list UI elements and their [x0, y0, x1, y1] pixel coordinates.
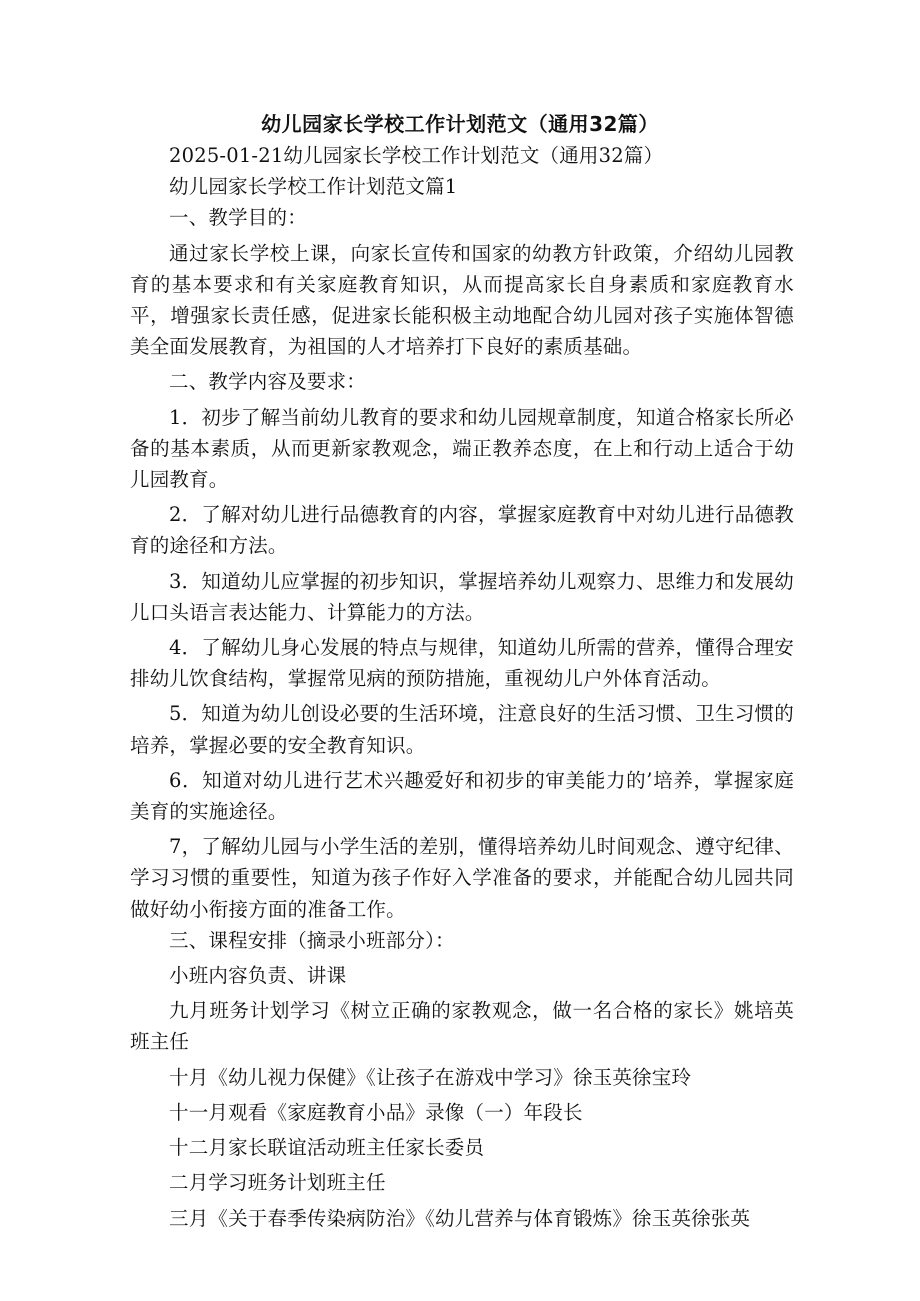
schedule-item-september: 九月班务计划学习《树立正确的家教观念，做一名合格的家长》姚培英班主任 [130, 999, 794, 1054]
list-item-4: 4．了解幼儿身心发展的特点与规律，知道幼儿所需的营养，懂得合理安排幼儿饮食结构，掌握常见病的预防措施，重视幼儿户外体育活动。 [130, 636, 794, 691]
list-item-7: 7，了解幼儿园与小学生活的差别，懂得培养幼儿时间观念、遵守纪律、学习习惯的重要性，知道为孩子作好入学准备的要求，并能配合幼儿园共同做好幼小衔接方面的准备工作。 [130, 835, 794, 921]
list-item-2: 2．了解对幼儿进行品德教育的内容，掌握家庭教育中对幼儿进行品德教育的途径和方法。 [130, 503, 794, 558]
paragraph-purpose: 通过家长学校上课，向家长宣传和国家的幼教方针政策，介绍幼儿园教育的基本要求和有关家庭教育知识，从而提高家长自身素质和家庭教育水平，增强家长责任感，促进家长能积极主动地配合幼儿园对孩子实施体智德美全面发展教育，为祖国的人才培养打下良好的素质基础。 [130, 241, 794, 359]
schedule-item-december: 十二月家长联谊活动班主任家长委员 [169, 1136, 485, 1160]
list-item-1: 1．初步了解当前幼儿教育的要求和幼儿园规章制度，知道合格家长所必备的基本素质，从而更新家教观念，端正教养态度，在上和行动上适合于幼儿园教育。 [130, 405, 794, 492]
schedule-item-october: 十月《幼儿视力保健》《让孩子在游戏中学习》徐玉英徐宝玲 [169, 1065, 692, 1089]
schedule-header: 小班内容负责、讲课 [169, 964, 347, 988]
schedule-item-march: 三月《关于春季传染病防治》《幼儿营养与体育锻炼》徐玉英徐张英 [169, 1206, 751, 1230]
schedule-item-november: 十一月观看《家庭教育小品》录像（一）年段长 [169, 1100, 583, 1124]
document-body [130, 140, 794, 1234]
list-item-5: 5．知道为幼儿创设必要的生活环境，注意良好的生活习惯、卫生习惯的培养，掌握必要的安全教育知识。 [130, 702, 794, 757]
subheading-course-schedule: 三、课程安排（摘录小班部分）： [169, 928, 455, 952]
document-title: 幼儿园家长学校工作计划范文（通用32篇） [261, 112, 659, 136]
schedule-item-february: 二月学习班务计划班主任 [169, 1171, 386, 1195]
subheading-teaching-purpose: 一、教学目的： [169, 206, 307, 230]
date-line: 2025-01-21幼儿园家长学校工作计划范文（通用32篇） [169, 144, 664, 167]
list-item-6: 6．知道对幼儿进行艺术兴趣爱好和初步的审美能力的’培养，掌握家庭美育的实施途径。 [130, 768, 794, 824]
list-item-3: 3．知道幼儿应掌握的初步知识，掌握培养幼儿观察力、思维力和发展幼儿口头语言表达能力、计算能力的方法。 [130, 569, 794, 624]
section-heading: 幼儿园家长学校工作计划范文篇1 [169, 175, 458, 199]
subheading-content-requirements: 二、教学内容及要求： [169, 370, 367, 394]
